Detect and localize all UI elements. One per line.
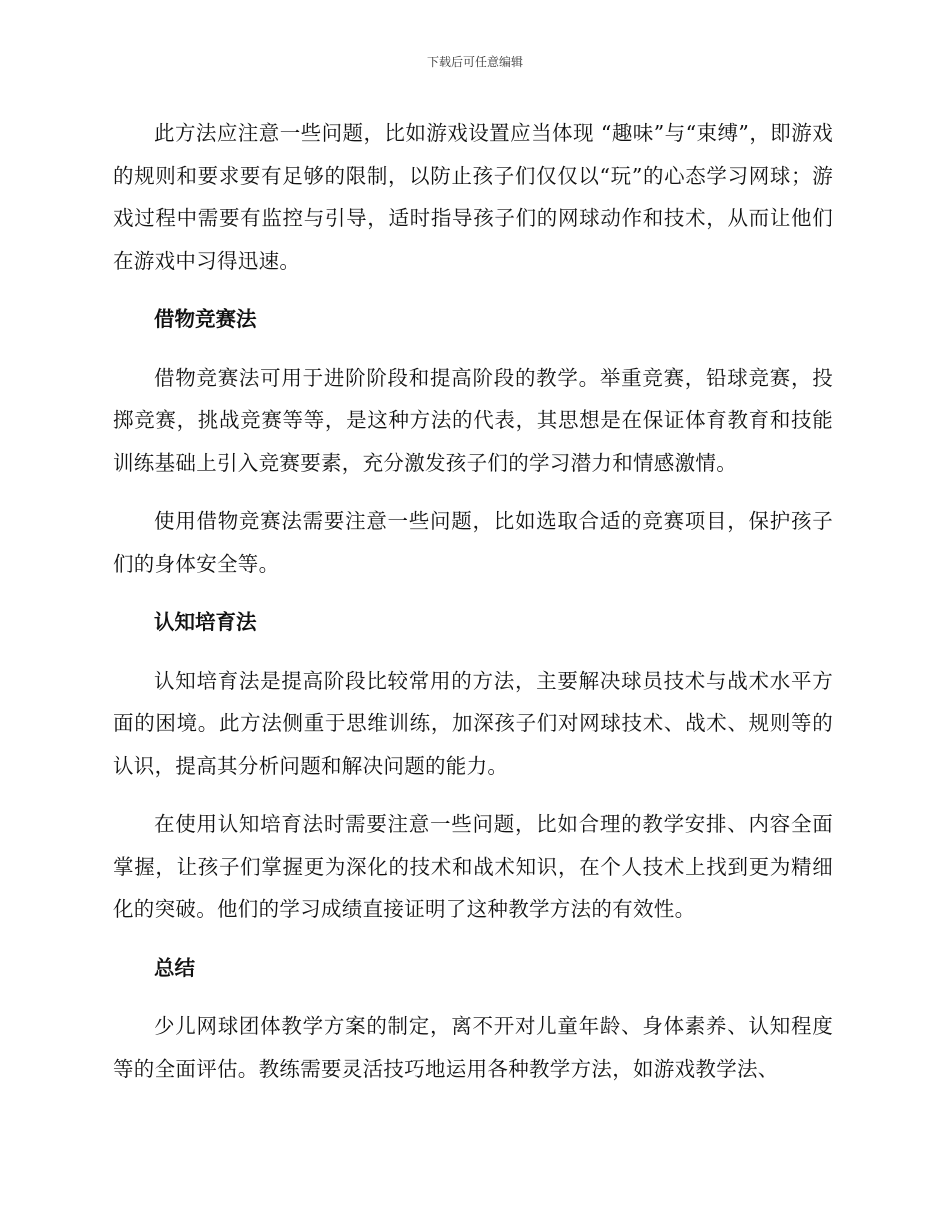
section-heading-cognitive-cultivation: 认知培育法 xyxy=(154,610,257,634)
page-header: 下载后可任意编辑 xyxy=(426,55,523,69)
paragraph-borrowed-competition-notes: 使用借物竞赛法需要注意一些问题，比如选取合适的竞赛项目，保护孩子们的身体安全等。 xyxy=(113,509,833,576)
paragraph-borrowed-competition-intro: 借物竞赛法可用于进阶阶段和提高阶段的教学。举重竞赛，铅球竞赛，投掷竞赛，挑战竞赛等等，是这种方法的代表，其思想是在保证体育教育和技能训练基础上引入竞赛要素，充分激发孩子们的学习潜力和情感激情。 xyxy=(113,365,833,475)
paragraph-summary: 少儿网球团体教学方案的制定，离不开对儿童年龄、身体素养、认知程度等的全面评估。教练需要灵活技巧地运用各种教学方法，如游戏教学法、 xyxy=(113,1014,833,1081)
document-body xyxy=(113,112,833,1106)
section-heading-summary: 总结 xyxy=(154,955,195,980)
paragraph-cognitive-cultivation-intro: 认知培育法是提高阶段比较常用的方法，主要解决球员技术与战术水平方面的困境。此方法侧重于思维训练，加深孩子们对网球技术、战术、规则等的认识，提高其分析问题和解决问题的能力。 xyxy=(113,668,833,778)
paragraph-game-method-notes: 此方法应注意一些问题，比如游戏设置应当体现 “趣味”与“束缚”，即游戏的规则和要求要有足够的限制，以防止孩子们仅仅以“玩”的心态学习网球；游戏过程中需要有监控与引导，适时指导孩子们的网球动作和技术，从而让他们在游戏中习得迅速。 xyxy=(113,121,833,273)
section-heading-borrowed-competition: 借物竞赛法 xyxy=(154,307,257,331)
paragraph-cognitive-cultivation-notes: 在使用认知培育法时需要注意一些问题，比如合理的教学安排、内容全面掌握，让孩子们掌握更为深化的技术和战术知识，在个人技术上找到更为精细化的突破。他们的学习成绩直接证明了这种教学方法的有效性。 xyxy=(113,812,833,921)
